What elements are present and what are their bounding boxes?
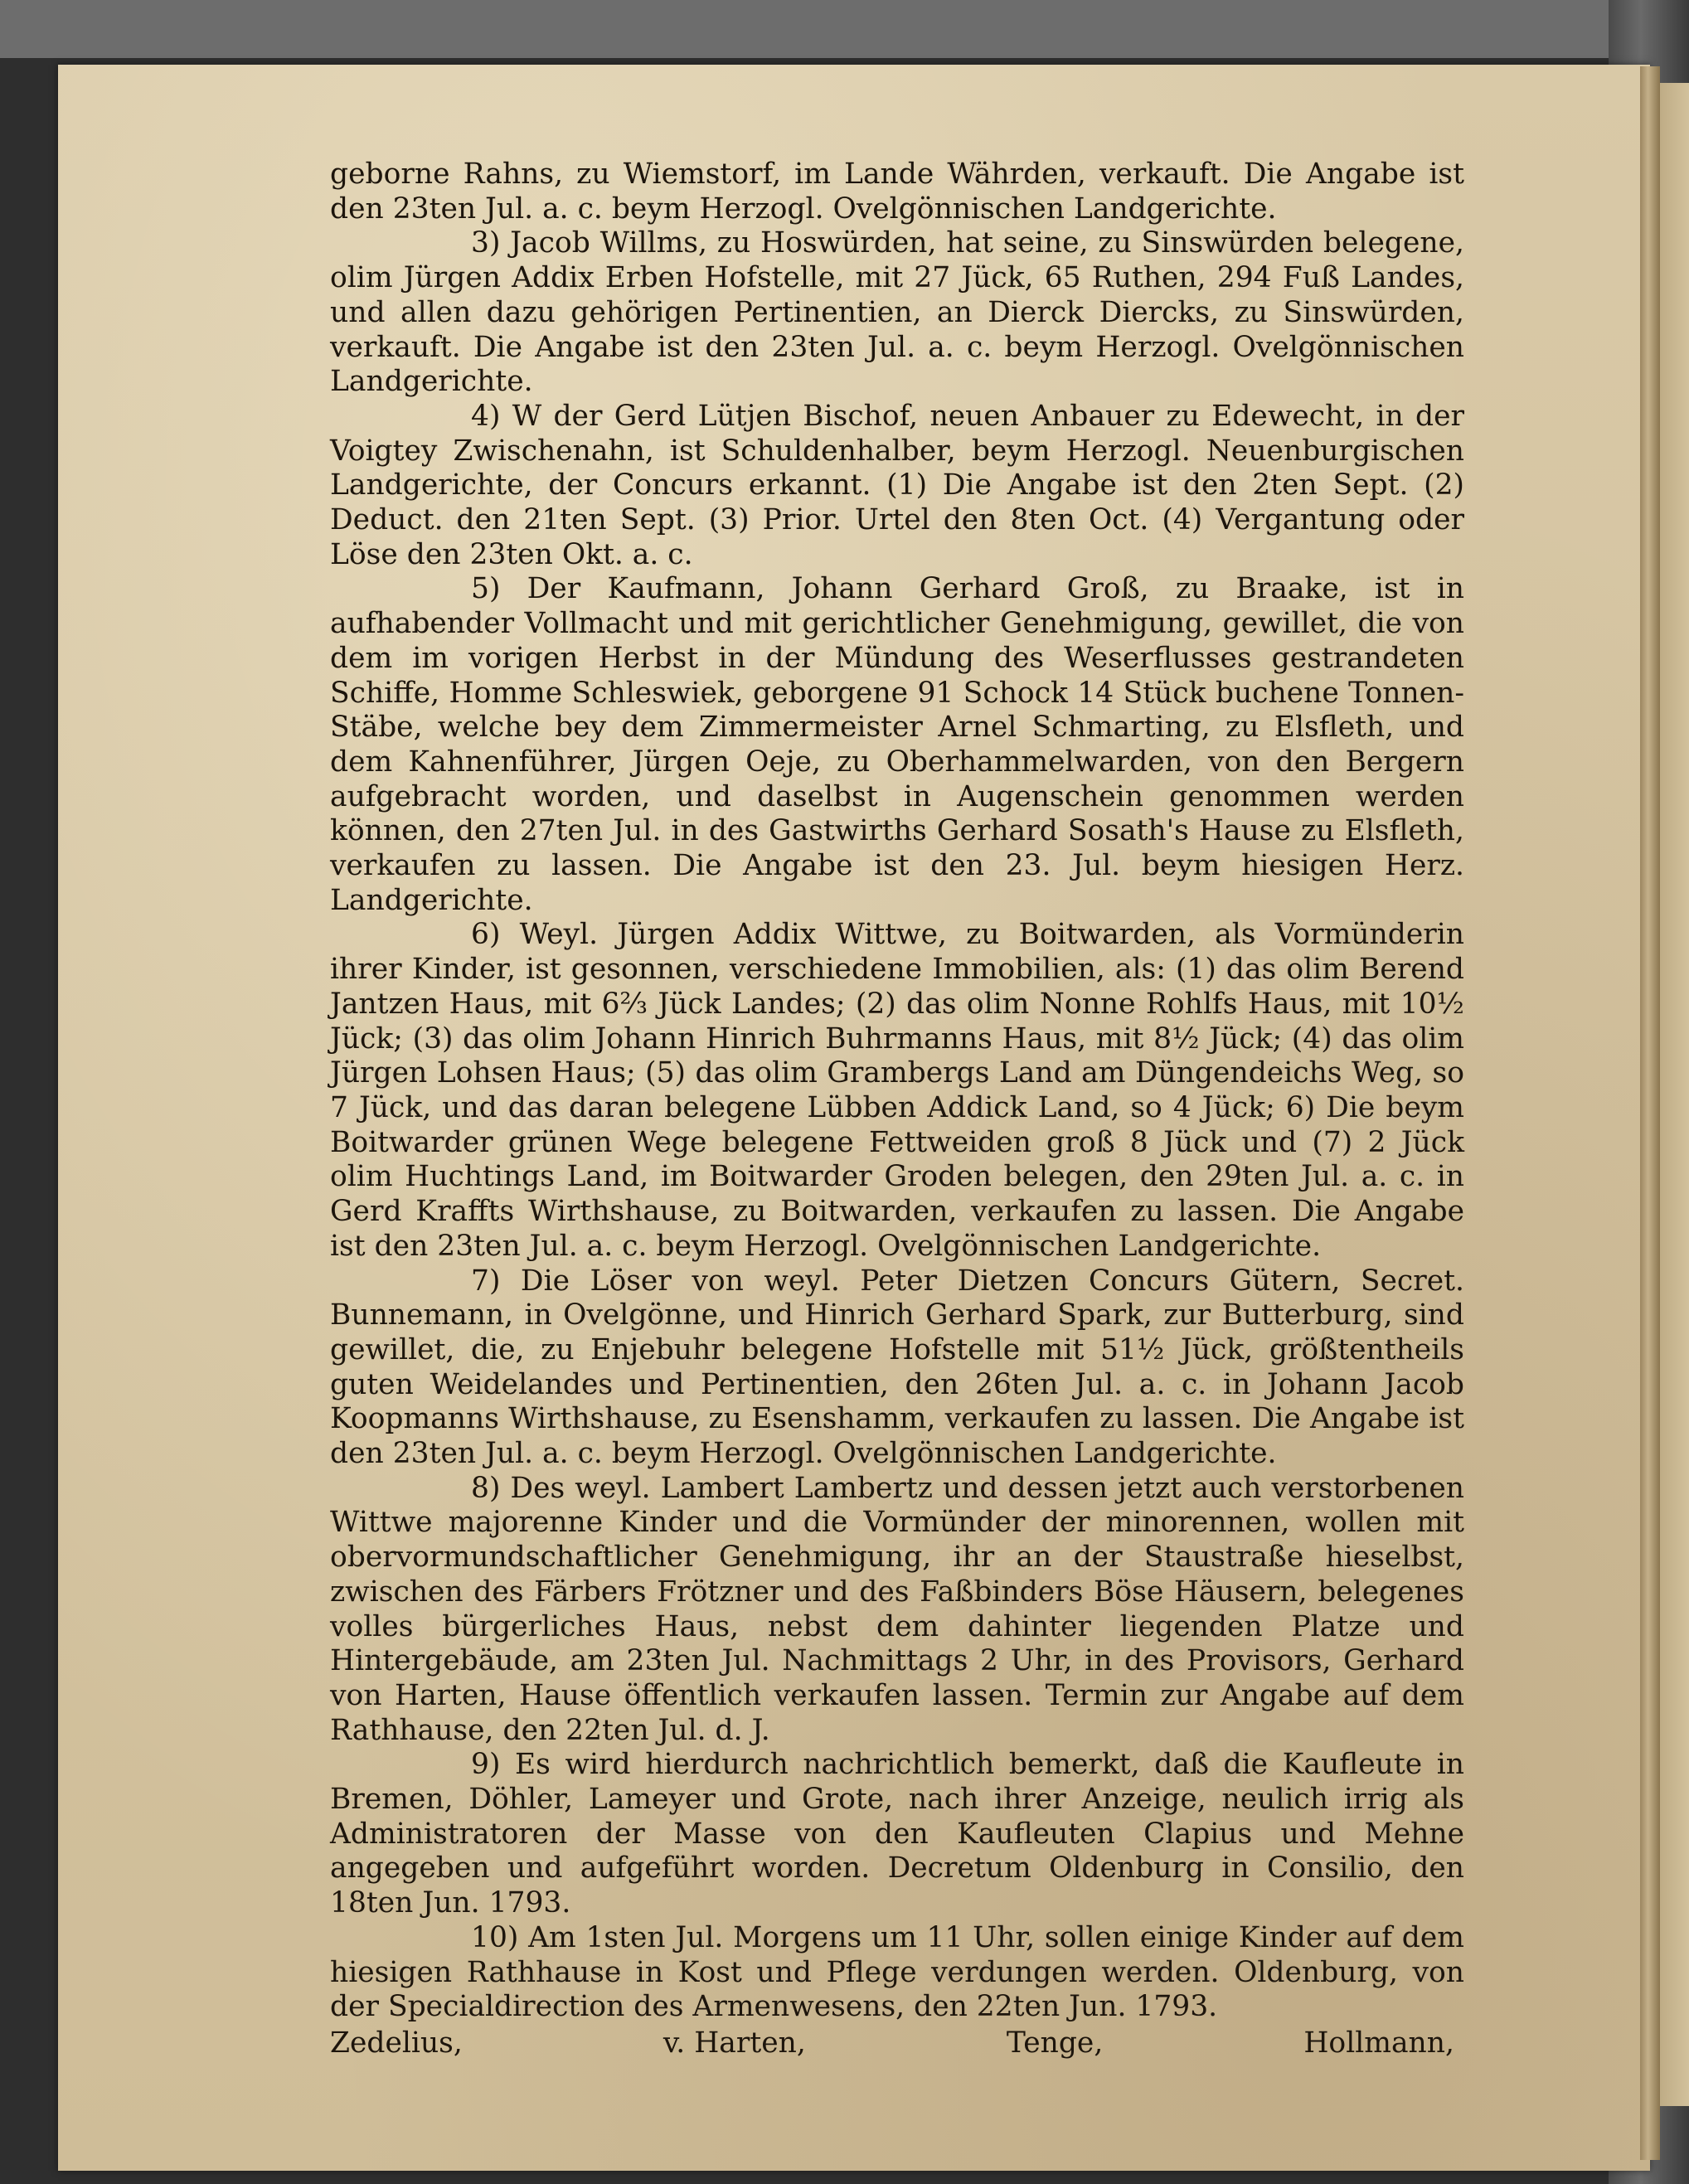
paragraph-5: 5) Der Kaufmann, Johann Gerhard Groß, zu Braake, ist in aufhabender Vollmacht und mit gerichtlicher Genehmigung, gewillet, die von dem im vorigen Herbst in der Mündung des Weserflusses gestrandeten Schiffe, Homme Schleswiek, geborgene 91 Schock 14 Stück buchene Tonnen-Stäbe, welche bey dem Zimmermeister Arnel Schmarting, zu Elsfleth, und dem Kahnenführer, Jürgen Oeje, zu Oberhammelwarden, von den Bergern aufgebracht worden, und daselbst in Augenschein genommen werden können, den 27ten Jul. in des Gastwirths Gerhard Sosath's Hause zu Elsfleth, verkaufen zu lassen. Die Angabe ist den 23. Jul. beym hiesigen Herz. Landgerichte. xyxy=(330,572,1464,917)
paragraph-continuation: geborne Rahns, zu Wiemstorf, im Lande Währden, verkauft. Die Angabe ist den 23ten Jul. a. c. beym Herzogl. Ovelgönnischen Landgerichte. xyxy=(330,158,1464,226)
signature-tenge: Tenge, xyxy=(1006,2026,1104,2060)
signature-line xyxy=(330,2026,1464,2061)
signature-zedelius: Zedelius, xyxy=(330,2026,463,2060)
page-gutter xyxy=(1640,66,1660,2160)
paragraph-4: 4) W der Gerd Lütjen Bischof, neuen Anbauer zu Edewecht, in der Voigtey Zwischenahn, ist Schuldenhalber, beym Herzogl. Neuenburgischen Landgerichte, der Concurs erkannt. (1) Die Angabe ist den 2ten Sept. (2) Deduct. den 21ten Sept. (3) Prior. Urtel den 8ten Oct. (4) Vergantung oder Löse den 23ten Okt. a. c. xyxy=(330,399,1464,571)
paragraph-6: 6) Weyl. Jürgen Addix Wittwe, zu Boitwarden, als Vormünderin ihrer Kinder, ist gesonnen, verschiedene Immobilien, als: (1) das olim Berend Jantzen Haus, mit 6⅔ Jück Landes; (2) das olim Nonne Rohlfs Haus, mit 10½ Jück; (3) das olim Johann Hinrich Buhrmanns Haus, mit 8½ Jück; (4) das olim Jürgen Lohsen Haus; (5) das olim Grambergs Land am Düngendeichs Weg, so 7 Jück, und das daran belegene Lübben Addick Land, so 4 Jück; 6) Die beym Boitwarder grünen Wege belegene Fettweiden groß 8 Jück und (7) 2 Jück olim Huchtings Land, im Boitwarder Groden belegen, den 29ten Jul. a. c. in Gerd Kraffts Wirthshause, zu Boitwarden, verkaufen zu lassen. Die Angabe ist den 23ten Jul. a. c. beym Herzogl. Ovelgönnischen Landgerichte. xyxy=(330,918,1464,1263)
paragraph-8: 8) Des weyl. Lambert Lambertz und dessen jetzt auch verstorbenen Wittwe majorenne Kinder und die Vormünder der minorennen, wollen mit obervormundschaftlicher Genehmigung, ihr an der Staustraße hieselbst, zwischen des Färbers Frötzner und des Faßbinders Böse Häusern, belegenes volles bürgerliches Haus, nebst dem dahinter liegenden Platze und Hintergebäude, am 23ten Jul. Nachmittags 2 Uhr, in des Provisors, Gerhard von Harten, Hause öffentlich verkaufen lassen. Termin zur Angabe auf dem Rathhause, den 22ten Jul. d. J. xyxy=(330,1471,1464,1747)
paragraph-10: 10) Am 1sten Jul. Morgens um 11 Uhr, sollen einige Kinder auf dem hiesigen Rathhause in Kost und Pflege verdungen werden. Oldenburg, von der Specialdirection des Armenwesens, den 22ten Jun. 1793. xyxy=(330,1920,1464,2024)
scanner-background-top xyxy=(0,0,1689,58)
signature-harten: v. Harten, xyxy=(662,2026,806,2060)
paragraph-7: 7) Die Löser von weyl. Peter Dietzen Concurs Gütern, Secret. Bunnemann, in Ovelgönne, und Hinrich Gerhard Spark, zur Butterburg, sind gewillet, die, zu Enjebuhr belegene Hofstelle mit 51½ Jück, größtentheils guten Weidelandes und Pertinentien, den 26ten Jul. a. c. in Johann Jacob Koopmanns Wirthshause, zu Esenshamm, verkaufen zu lassen. Die Angabe ist den 23ten Jul. a. c. beym Herzogl. Ovelgönnischen Landgerichte. xyxy=(330,1264,1464,1471)
signature-hollmann: Hollmann, xyxy=(1303,2026,1454,2060)
paragraph-9: 9) Es wird hierdurch nachrichtlich bemerkt, daß die Kaufleute in Bremen, Döhler, Lameyer und Grote, nach ihrer Anzeige, neulich irrig als Administratoren der Masse von den Kaufleuten Clapius und Mehne angegeben und aufgeführt worden. Decretum Oldenburg in Consilio, den 18ten Jun. 1793. xyxy=(330,1748,1464,1920)
document-text xyxy=(330,158,1464,2061)
paragraph-3: 3) Jacob Willms, zu Hoswürden, hat seine, zu Sinswürden belegene, olim Jürgen Addix Erben Hofstelle, mit 27 Jück, 65 Ruthen, 294 Fuß Landes, und allen dazu gehörigen Pertinentien, an Dierck Diercks, zu Sinswürden, verkauft. Die Angabe ist den 23ten Jul. a. c. beym Herzogl. Ovelgönnischen Landgerichte. xyxy=(330,226,1464,399)
